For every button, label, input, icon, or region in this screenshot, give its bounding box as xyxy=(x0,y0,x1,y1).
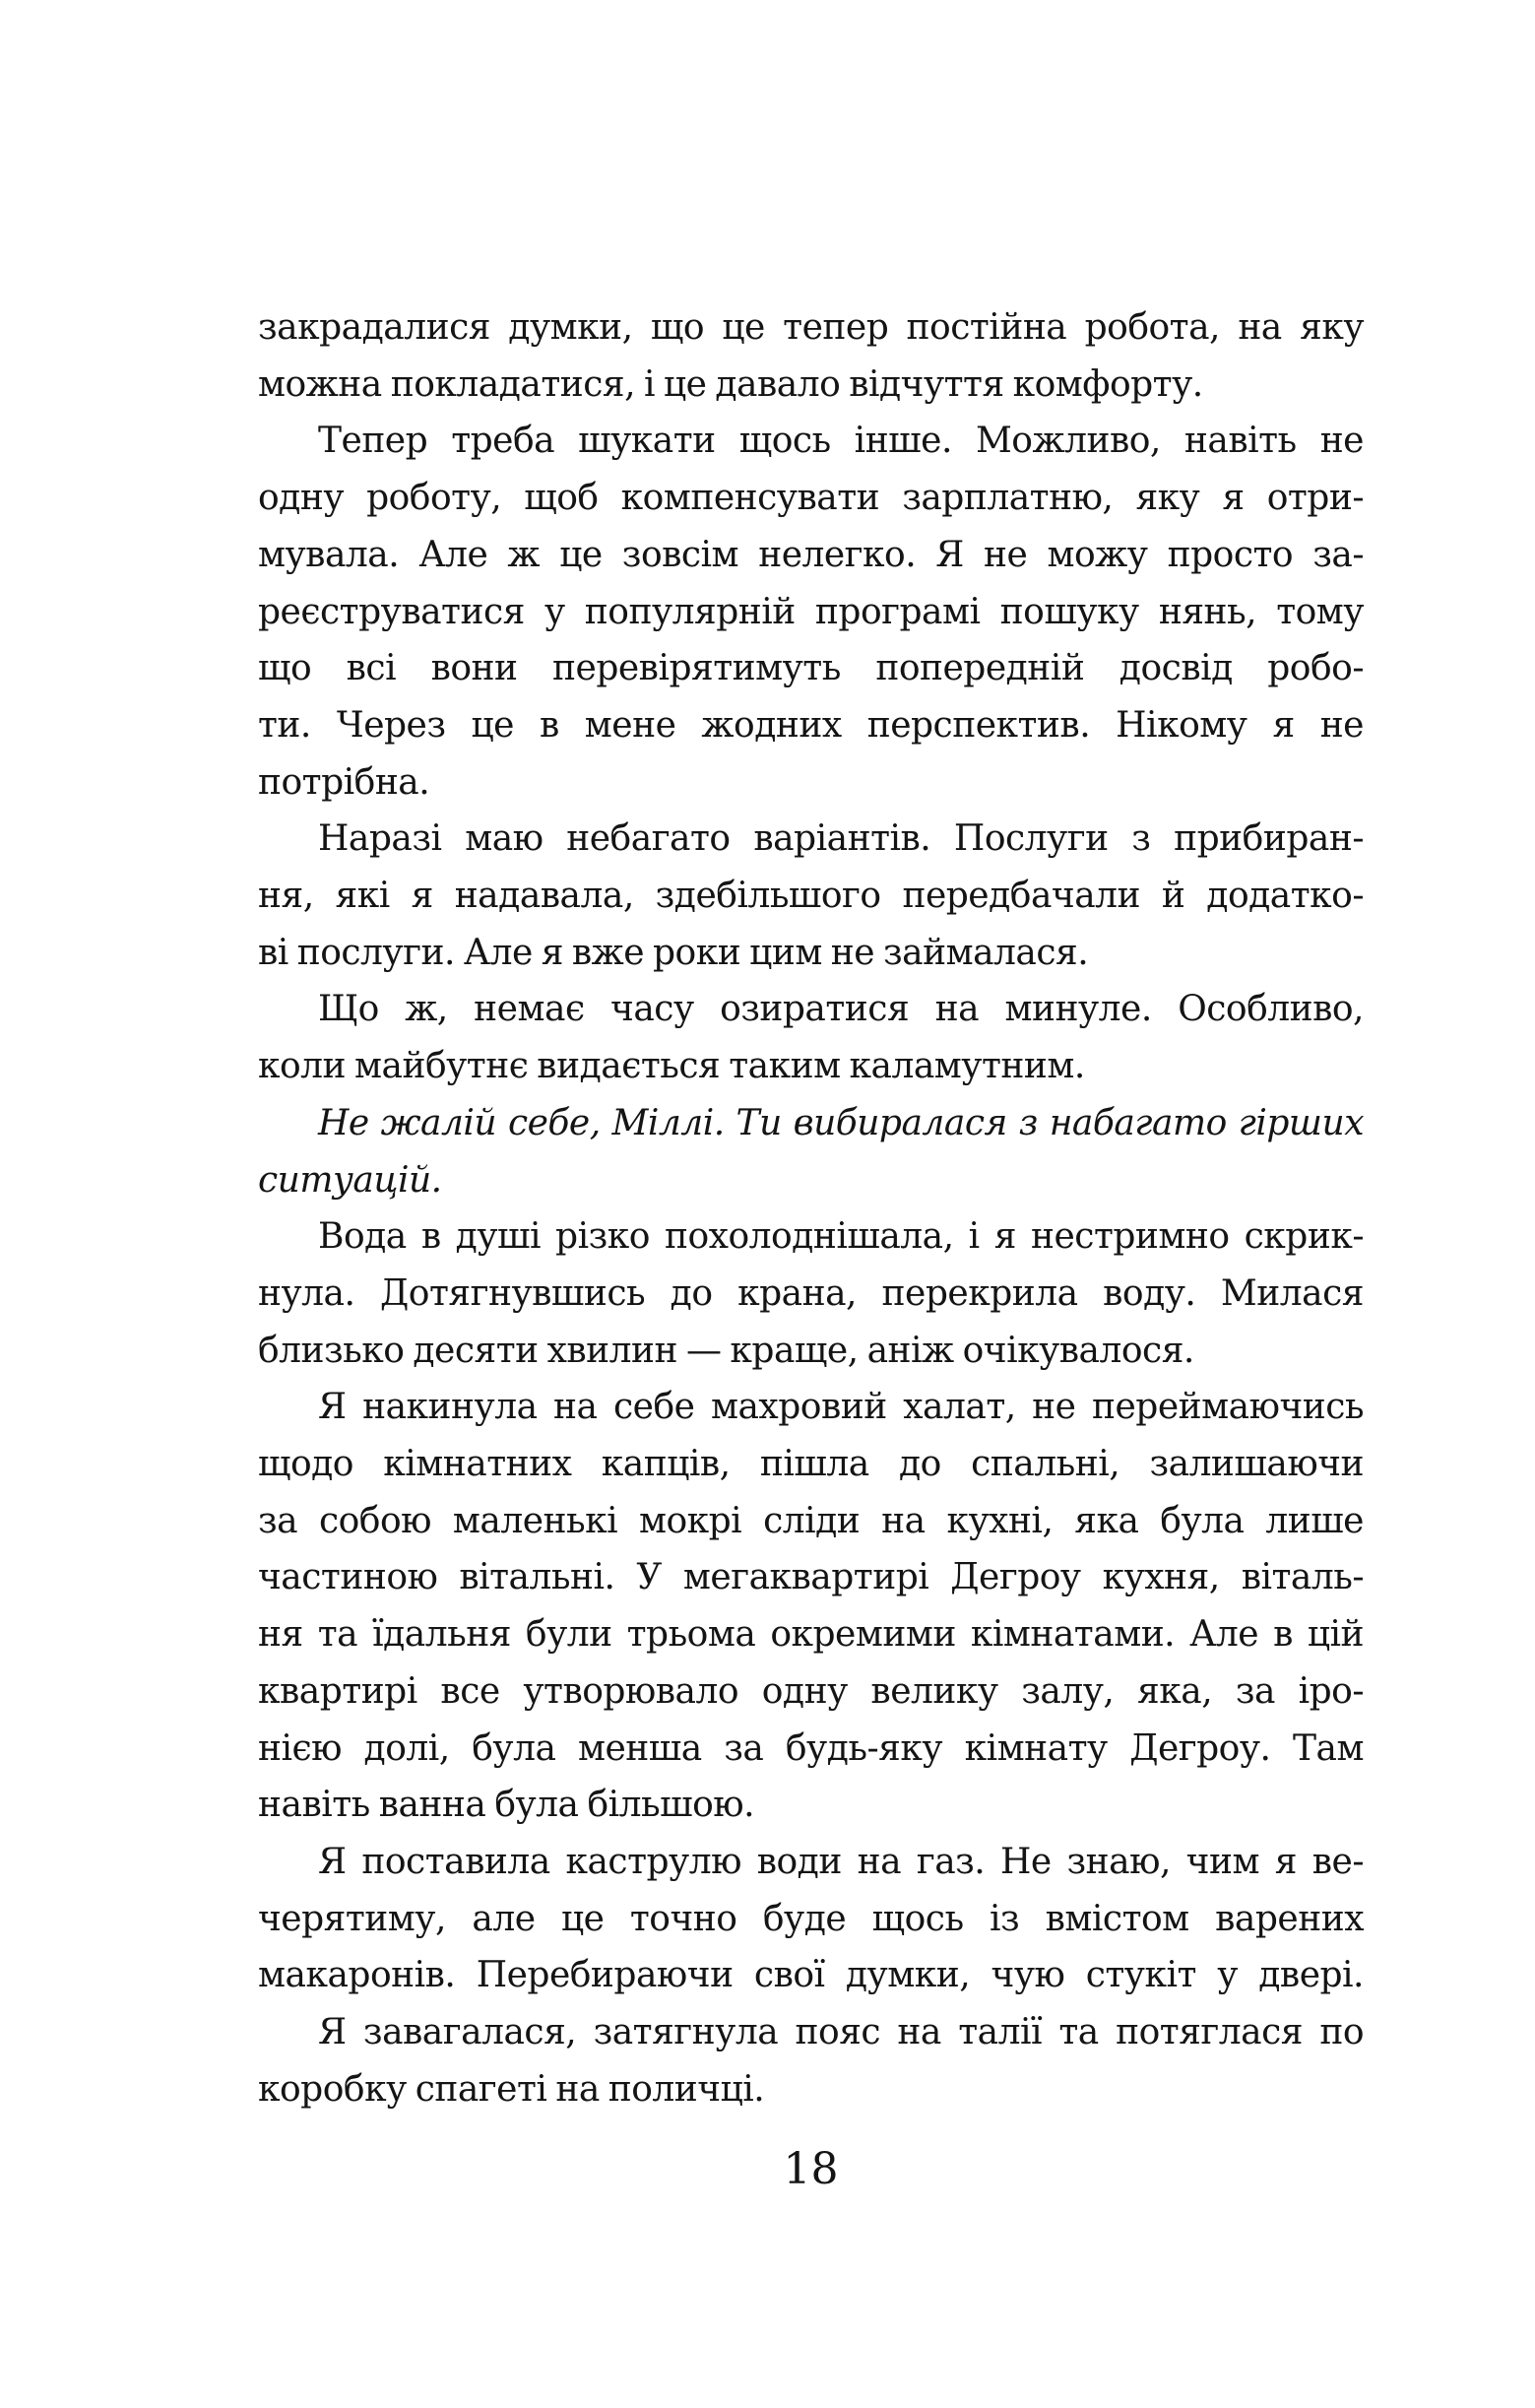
text-line: Я завагалася, затягнула пояс на талії та потяглася по xyxy=(318,2012,1364,2053)
text-line: коробку спагеті на поличці. xyxy=(258,2068,765,2110)
text-line: що всі вони перевірятимуть попередній досвід робо- xyxy=(258,648,1364,689)
text-line: ня та їдальня були трьома окремими кімнатами. Але в цій xyxy=(258,1614,1364,1656)
text-line: частиною вітальні. У мегаквартирі Дегроу кухня, віталь- xyxy=(258,1557,1364,1598)
text-line: ві послуги. Але я вже роки цим не займалася. xyxy=(258,932,1089,973)
text-line: Наразі маю небагато варіантів. Послуги з прибиран- xyxy=(318,818,1364,860)
page-number: 18 xyxy=(783,2144,839,2194)
text-line: можна покладатися, і це давало відчуття комфорту. xyxy=(258,363,1203,405)
text-line: нула. Дотягнувшись до крана, перекрила воду. Милася xyxy=(258,1272,1364,1314)
text-line: щодо кімнатних капців, пішла до спальні, залишаючи xyxy=(258,1444,1364,1485)
text-line: одну роботу, щоб компенсувати зарплатню, яку я отри- xyxy=(258,478,1364,519)
text-line: мувала. Але ж це зовсім нелегко. Я не можу просто за- xyxy=(258,534,1364,575)
text-line: квартирі все утворювало одну велику залу, яка, за іро- xyxy=(258,1670,1364,1712)
text-line: Я поставила каструлю води на газ. Не знаю, чим я ве- xyxy=(318,1841,1364,1882)
text-line-italic: ситуацій. xyxy=(258,1159,442,1201)
text-line-italic: Не жалій себе, Міллі. Ти вибиралася з набагато гірших xyxy=(318,1102,1364,1143)
text-line: Тепер треба шукати щось інше. Можливо, навіть не xyxy=(318,421,1364,462)
text-line: коли майбутнє видається таким каламутним. xyxy=(258,1046,1085,1087)
text-line: макаронів. Перебираючи свої думки, чую стукіт у двері. xyxy=(258,1955,1364,1996)
text-line: закрадалися думки, що це тепер постійна робота, на яку xyxy=(258,307,1364,348)
text-line: близько десяти хвилин — краще, аніж очікувалося. xyxy=(258,1330,1194,1371)
text-block xyxy=(258,299,1364,2118)
text-line: Я накинула на себе махровий халат, не переймаючись xyxy=(318,1387,1364,1428)
text-line: ти. Через це в мене жодних перспектив. Нікому я не xyxy=(258,704,1364,746)
text-line: нією долі, була менша за будь-яку кімнату Дегроу. Там xyxy=(258,1727,1364,1769)
text-line: реєструватися у популярній програмі пошуку нянь, тому xyxy=(258,591,1364,632)
text-line: за собою маленькі мокрі сліди на кухні, яка була лише xyxy=(258,1500,1364,1541)
text-line: ня, які я надавала, здебільшого передбачали й додатко- xyxy=(258,876,1364,917)
text-line: Вода в душі різко похолоднішала, і я нестримно скрик- xyxy=(318,1216,1364,1258)
text-line: потрібна. xyxy=(258,761,430,803)
text-line: черятиму, але це точно буде щось із вмістом варених xyxy=(258,1898,1364,1939)
text-line: навіть ванна була більшою. xyxy=(258,1785,755,1826)
text-line: Що ж, немає часу озиратися на минуле. Особливо, xyxy=(318,989,1364,1030)
